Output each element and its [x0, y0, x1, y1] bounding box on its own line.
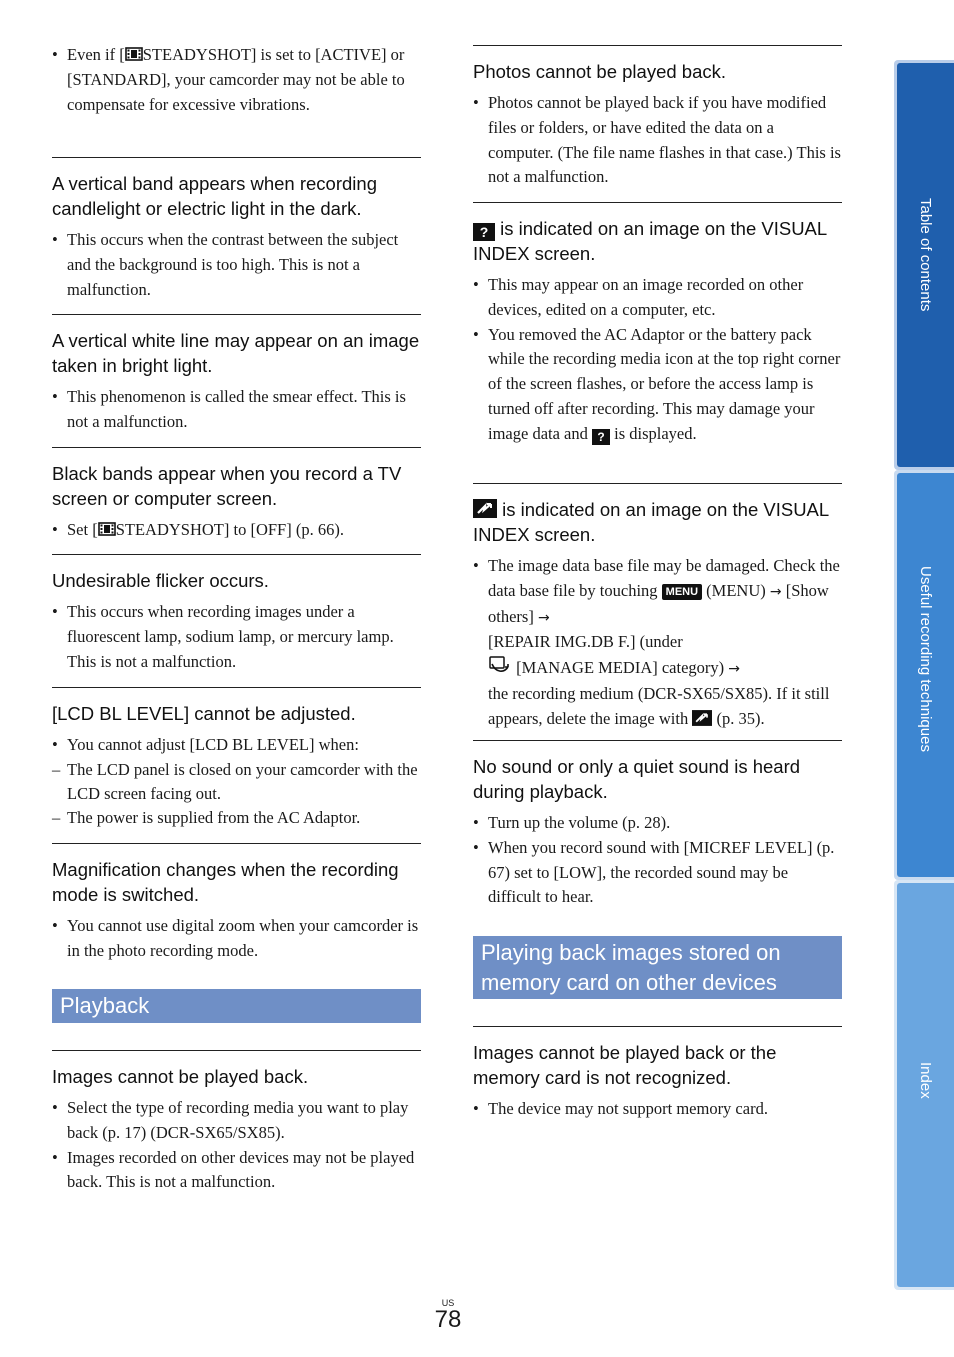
- list-item: • You cannot use digital zoom when your camcorder is in the photo recording mode.: [52, 914, 421, 964]
- section-lcd-bl-level: [52, 687, 421, 844]
- list-item: • When you record sound with [MICREF LEVEL] (p. 67) set to [LOW], the recorded sound may be difficult to hear.: [473, 836, 842, 910]
- tab-label: Index: [917, 1062, 934, 1099]
- list-item: • You cannot adjust [LCD BL LEVEL] when: – The LCD panel is closed on your camcorder with the LCD screen facing out. – The power is supplied from the AC Adaptor.: [52, 733, 421, 830]
- section-heading: is indicated on an image on the VISUAL INDEX screen.: [473, 499, 829, 545]
- list-item: • Select the type of recording media you want to play back (p. 17) (DCR-SX65/SX85).: [52, 1096, 421, 1146]
- section-steadyshot-note: [52, 43, 421, 157]
- question-mark-icon: ?: [473, 223, 495, 241]
- section-heading: Images cannot be played back or the memory card is not recognized.: [473, 1042, 777, 1088]
- page-number: [433, 1298, 463, 1332]
- sub-list-item: – The LCD panel is closed on your camcorder with the LCD screen facing out.: [52, 758, 421, 806]
- list-item: • Turn up the volume (p. 28).: [473, 811, 842, 836]
- list-item: • You removed the AC Adaptor or the battery pack while the recording media icon at the top right corner of the screen flashes, or before the access lamp is turned off after recording. This may damage your image data and ? is displayed.: [473, 323, 842, 447]
- question-mark-icon: ?: [592, 429, 610, 445]
- tab-index[interactable]: [894, 880, 954, 1290]
- tab-label: Useful recording techniques: [917, 566, 934, 752]
- arrow-right-icon: →: [537, 609, 550, 626]
- section-photos-not-played: [473, 45, 842, 204]
- section-question-icon: [473, 202, 842, 461]
- film-steadyshot-icon: [125, 46, 143, 62]
- section-flicker: [52, 554, 421, 688]
- section-images-not-played: [52, 1050, 421, 1209]
- section-vertical-white-line: [52, 314, 421, 449]
- section-memory-card-not-recognized: [473, 1026, 842, 1136]
- section-no-sound: [473, 740, 842, 924]
- section-vertical-band: [52, 157, 421, 316]
- film-steadyshot-icon: [98, 521, 116, 537]
- list-item: • The image data base file may be damaged. Check the data base file by touching MENU (MENU) → [Show others] → [REPAIR IMG.DB F.] (under [MANAGE MEDIA] category) → the recording medium (DCR-SX65/SX85). If it still appears, delete the image with (p. 35).: [473, 554, 842, 732]
- tab-label: Table of contents: [917, 198, 934, 312]
- section-heading: No sound or only a quiet sound is heard during playback.: [473, 756, 801, 802]
- list-item: • Images recorded on other devices may not be played back. This is not a malfunction.: [52, 1146, 421, 1196]
- list-item: • Even if [ STEADYSHOT] is set to [ACTIVE] or [STANDARD], your camcorder may not be able to compensate for excessive vibrations.: [52, 43, 421, 117]
- list-item: • This occurs when recording images under a fluorescent lamp, sodium lamp, or mercury lamp. This is not a malfunction.: [52, 600, 421, 674]
- list-item: • Photos cannot be played back if you have modified files or folders, or have edited the data on a computer. (The file name flashes in that case.) This is not a malfunction.: [473, 91, 842, 190]
- section-heading: Images cannot be played back.: [52, 1066, 309, 1087]
- section-heading: Magnification changes when the recording mode is switched.: [52, 859, 399, 905]
- menu-icon: MENU: [662, 584, 702, 600]
- section-heading: A vertical white line may appear on an image taken in bright light.: [52, 330, 420, 376]
- tab-useful-recording-techniques[interactable]: [894, 470, 954, 880]
- list-item: • This occurs when the contrast between the subject and the background is too high. This is not a malfunction.: [52, 228, 421, 302]
- broken-image-icon: [473, 499, 497, 518]
- arrow-right-icon: →: [728, 661, 741, 678]
- page-locale: US: [441, 1298, 455, 1308]
- list-item: • The device may not support memory card.: [473, 1097, 842, 1122]
- list-item: • This may appear on an image recorded on other devices, edited on a computer, etc.: [473, 273, 842, 323]
- tab-table-of-contents[interactable]: [894, 60, 954, 470]
- section-heading: Undesirable flicker occurs.: [52, 570, 269, 591]
- list-item: • Set [ STEADYSHOT] to [OFF] (p. 66).: [52, 518, 421, 543]
- section-heading: Photos cannot be played back.: [473, 61, 727, 82]
- memory-card-banner: Playing back images stored on memory card on other devices: [473, 936, 842, 999]
- section-heading: ? is indicated on an image on the VISUAL INDEX screen.: [473, 218, 827, 264]
- side-tabs: [894, 60, 954, 1290]
- arrow-right-icon: →: [769, 583, 782, 600]
- manage-media-icon: [488, 655, 512, 675]
- section-heading: A vertical band appears when recording candlelight or electric light in the dark.: [52, 173, 377, 219]
- playback-banner: Playback: [52, 989, 421, 1023]
- section-heading: [LCD BL LEVEL] cannot be adjusted.: [52, 703, 356, 724]
- section-heading: Black bands appear when you record a TV screen or computer screen.: [52, 463, 402, 509]
- section-black-bands: [52, 447, 421, 557]
- list-item: • This phenomenon is called the smear effect. This is not a malfunction.: [52, 385, 421, 435]
- page-number-value: 78: [434, 1306, 462, 1333]
- sub-list-item: – The power is supplied from the AC Adaptor.: [52, 806, 421, 830]
- broken-image-icon: [692, 710, 712, 726]
- section-magnification: [52, 843, 421, 978]
- section-broken-image-icon: [473, 483, 842, 746]
